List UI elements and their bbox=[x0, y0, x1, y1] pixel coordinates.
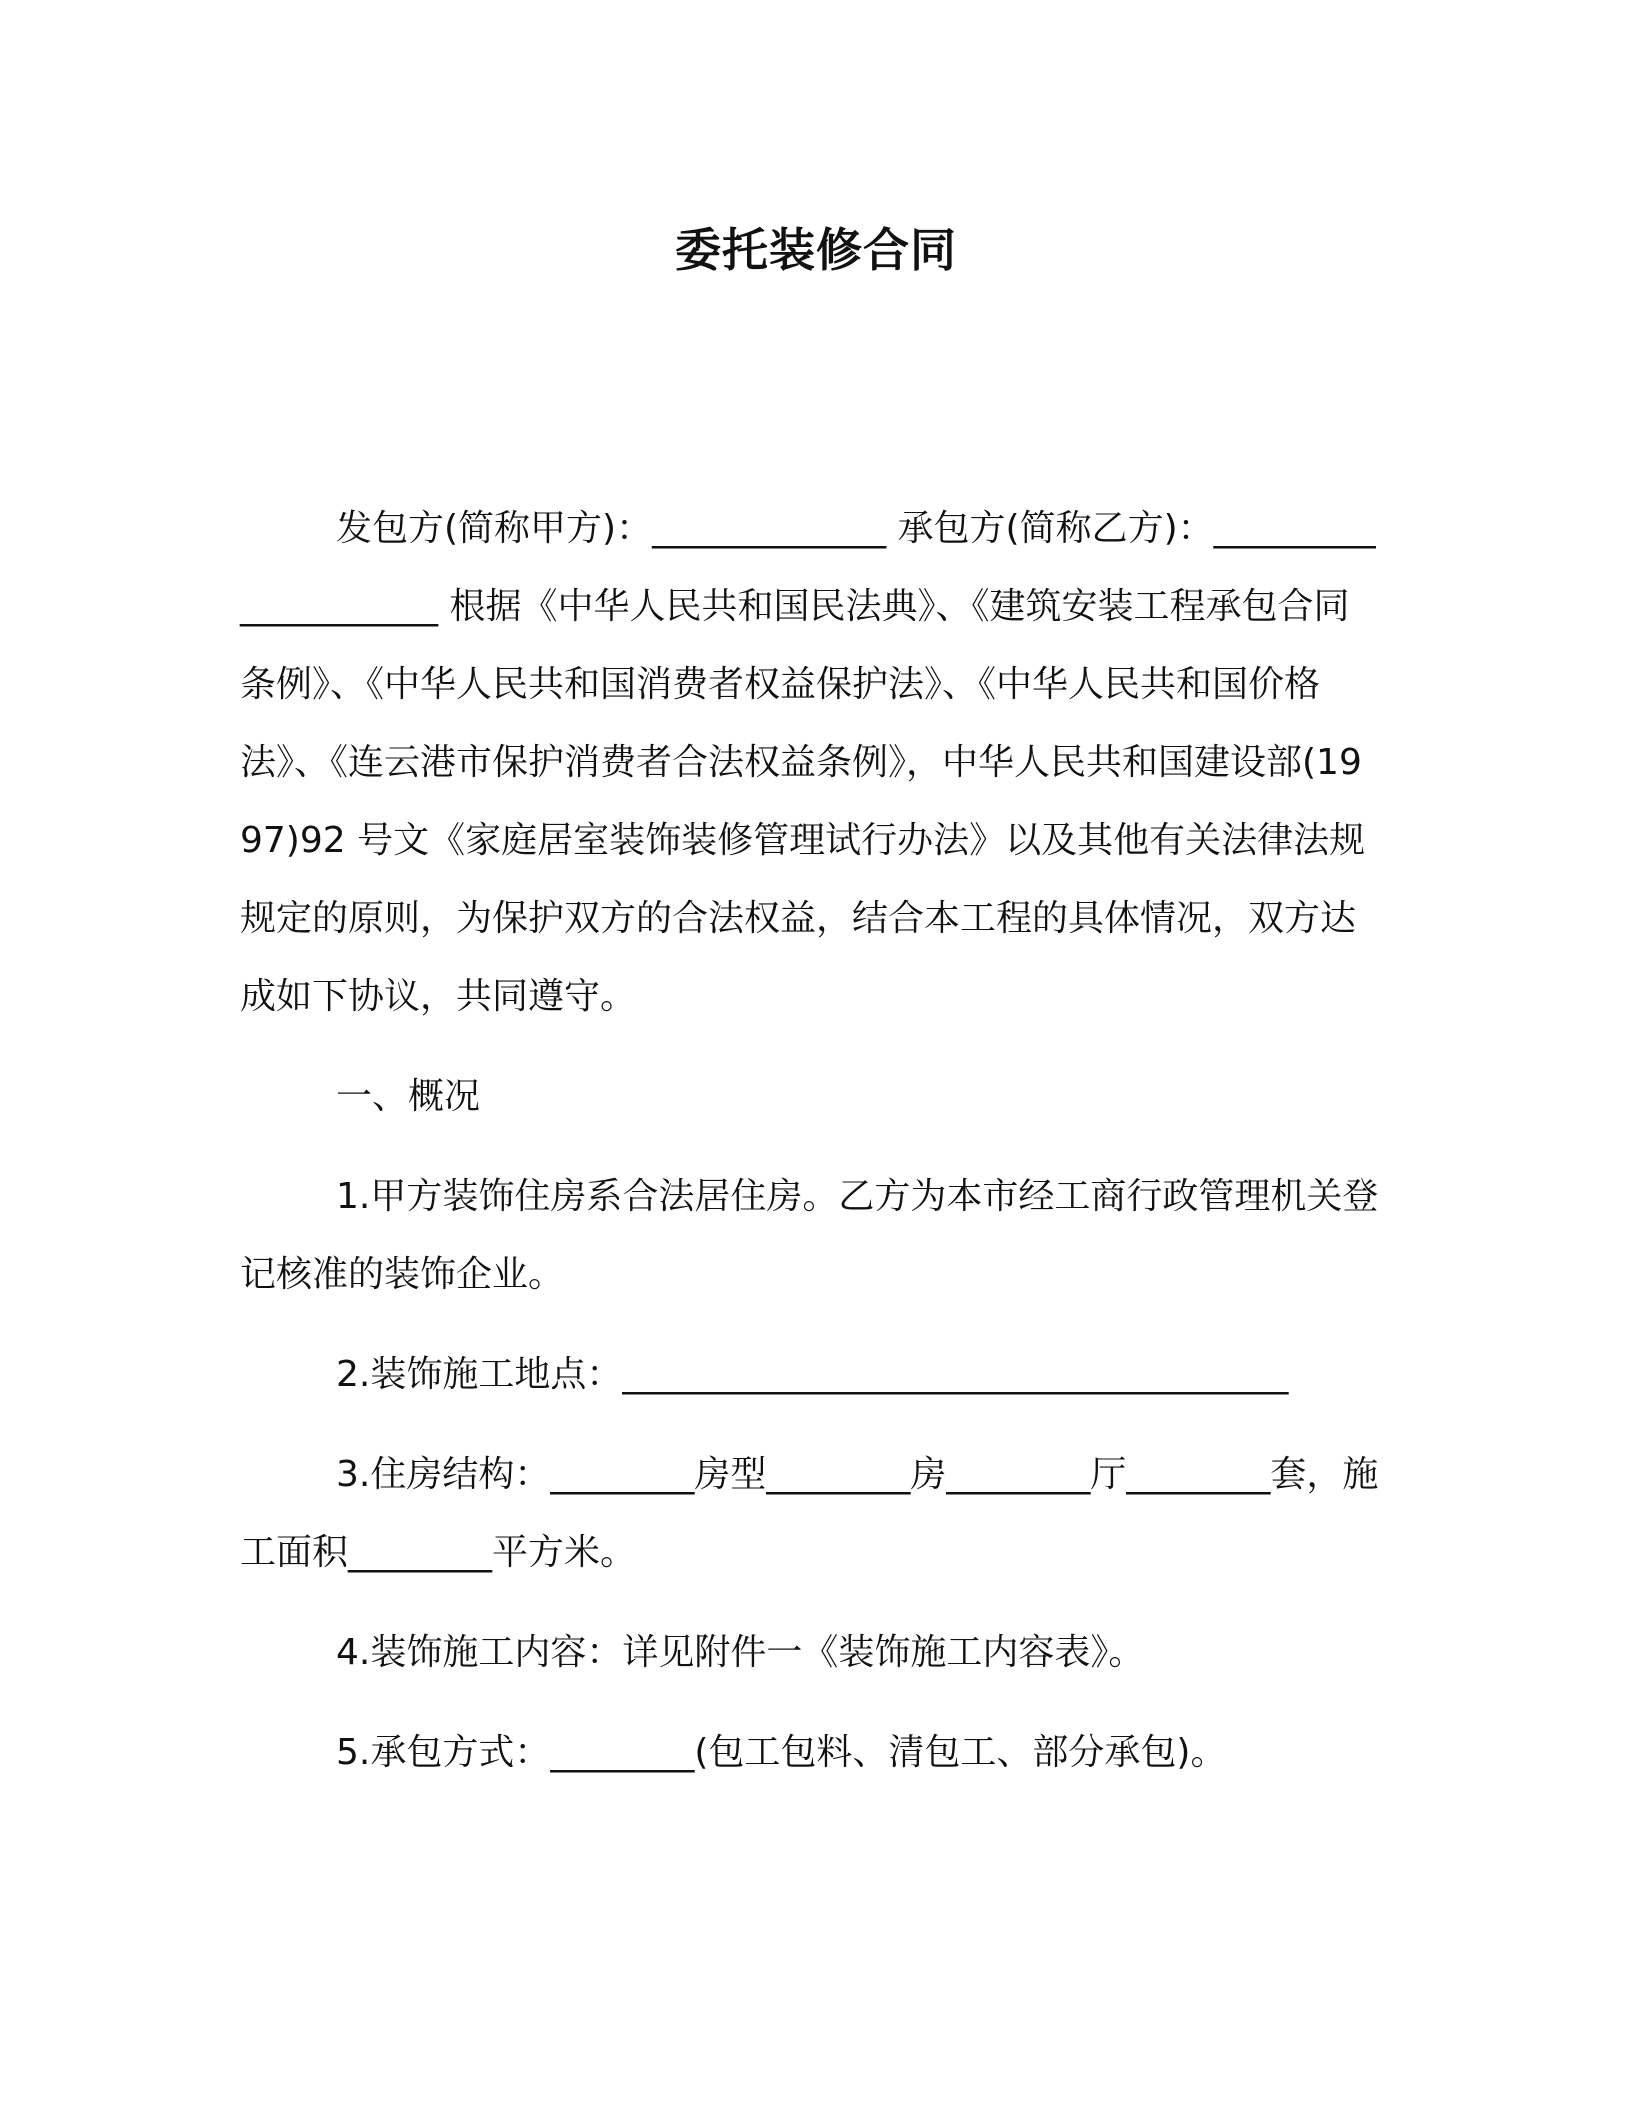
clause-1: 1.甲方装饰住房系合法居住房。乙方为本市经工商行政管理机关登记核准的装饰企业。 bbox=[240, 1176, 1379, 1295]
document-body bbox=[240, 490, 1380, 1792]
document-title: 委托装修合同 bbox=[675, 223, 957, 277]
section-heading-overview: 一、概况 bbox=[336, 1076, 481, 1117]
clause-2: 2.装饰施工地点：_____________________________________ bbox=[336, 1354, 1289, 1395]
clause-3: 3.住房结构：________房型________房________厅________套，施工面积________平方米。 bbox=[240, 1454, 1379, 1573]
intro-paragraph: 发包方(简称甲方)：_____________ 承包方(简称乙方)：____________________ 根据《中华人民共和国民法典》、《建筑安装工程承包合同条例》、《中华人民共和国消费者权益保护法》、《中华人民共和国价格法》、《连云港市保护消费者合法权益条例》，中华人民共和国建设部(1997)92 号文《家庭居室装饰装修管理试行办法》以及其他有关法律法规规定的原则，为保护双方的合法权益，结合本工程的具体情况，双方达成如下协议，共同遵守。 bbox=[240, 508, 1376, 1017]
clause-5: 5.承包方式：________(包工包料、清包工、部分承包)。 bbox=[336, 1732, 1227, 1773]
clause-4: 4.装饰施工内容：详见附件一《装饰施工内容表》。 bbox=[336, 1632, 1145, 1673]
